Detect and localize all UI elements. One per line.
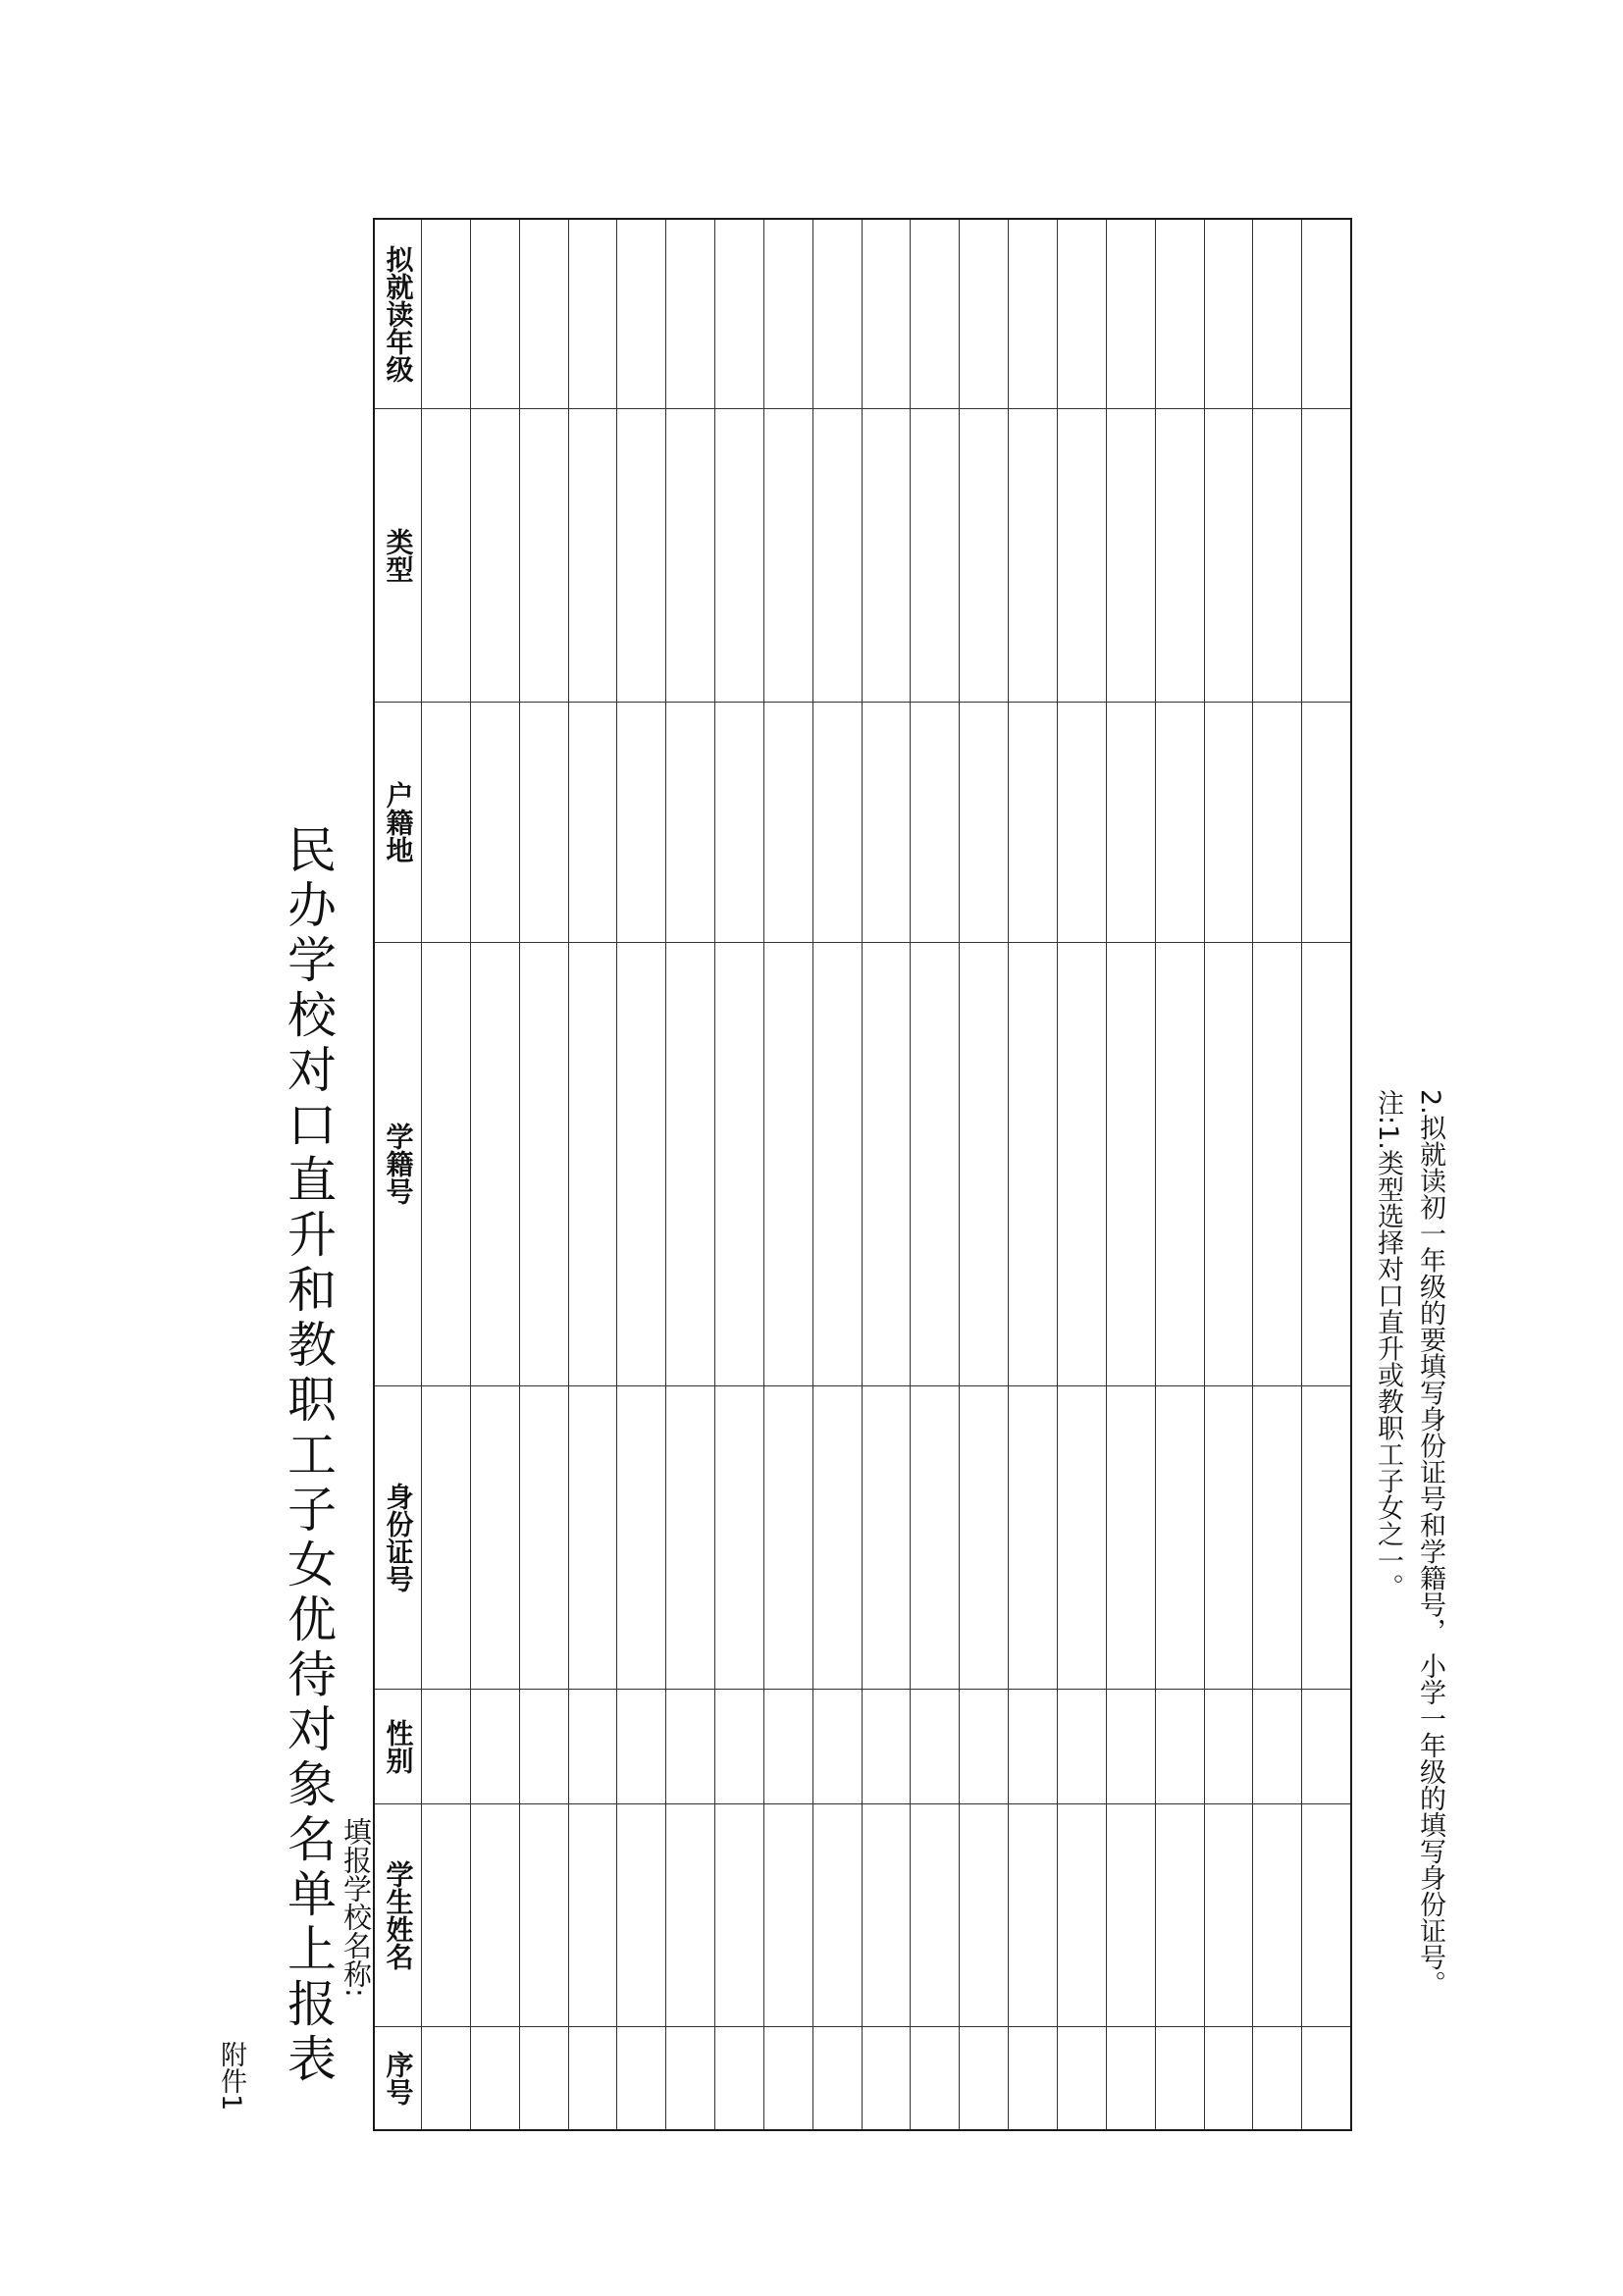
table-row xyxy=(959,220,1008,2129)
cell-id-number[interactable] xyxy=(911,1385,959,1690)
notes xyxy=(1369,1089,1449,2151)
cell-seq[interactable] xyxy=(813,2026,862,2129)
table-row xyxy=(665,220,714,2129)
cell-student-name[interactable] xyxy=(1107,1803,1155,2026)
cell-student-name[interactable] xyxy=(863,1803,911,2026)
cell-seq[interactable] xyxy=(569,2026,617,2129)
cell-student-number[interactable] xyxy=(1253,942,1301,1385)
cell-intended-grade[interactable] xyxy=(471,220,519,408)
table-row xyxy=(1204,220,1253,2129)
cell-id-number[interactable] xyxy=(520,1385,568,1690)
table-row xyxy=(763,220,812,2129)
cell-household-registration[interactable] xyxy=(764,702,812,942)
cell-id-number[interactable] xyxy=(1205,1385,1253,1690)
document-title: 民办学校对口直升和教职工子女优待对象名单上报表 xyxy=(280,824,337,2088)
cell-id-number[interactable] xyxy=(1107,1385,1155,1690)
table-row xyxy=(862,220,911,2129)
cell-type[interactable] xyxy=(1156,408,1204,702)
cell-type[interactable] xyxy=(764,408,812,702)
cell-household-registration[interactable] xyxy=(1058,702,1106,942)
cell-student-number[interactable] xyxy=(666,942,714,1385)
cell-seq[interactable] xyxy=(1058,2026,1106,2129)
cell-gender[interactable] xyxy=(422,1689,470,1803)
cell-seq[interactable] xyxy=(617,2026,665,2129)
cell-type[interactable] xyxy=(422,408,470,702)
cell-seq[interactable] xyxy=(715,2026,763,2129)
cell-intended-grade[interactable] xyxy=(617,220,665,408)
school-name-label: 填报学校名称: xyxy=(340,1817,373,1998)
cell-gender[interactable] xyxy=(1156,1689,1204,1803)
table-row xyxy=(1301,220,1350,2129)
cell-type[interactable] xyxy=(1205,408,1253,702)
table-row xyxy=(470,220,519,2129)
cell-seq[interactable] xyxy=(863,2026,911,2129)
cell-student-name[interactable] xyxy=(422,1803,470,2026)
cell-type[interactable] xyxy=(1107,408,1155,702)
cell-seq[interactable] xyxy=(764,2026,812,2129)
cell-type[interactable] xyxy=(1009,408,1057,702)
cell-seq[interactable] xyxy=(1253,2026,1301,2129)
cell-student-number[interactable] xyxy=(569,942,617,1385)
table-header-row xyxy=(375,220,421,2129)
cell-student-number[interactable] xyxy=(911,942,959,1385)
cell-student-number[interactable] xyxy=(1058,942,1106,1385)
cell-type[interactable] xyxy=(1253,408,1301,702)
header-id-number: 身份证号 xyxy=(375,1385,421,1690)
cell-student-number[interactable] xyxy=(813,942,862,1385)
table-row xyxy=(1057,220,1106,2129)
cell-intended-grade[interactable] xyxy=(569,220,617,408)
cell-household-registration[interactable] xyxy=(715,702,763,942)
table-row xyxy=(616,220,665,2129)
cell-intended-grade[interactable] xyxy=(1009,220,1057,408)
cell-id-number[interactable] xyxy=(764,1385,812,1690)
cell-id-number[interactable] xyxy=(863,1385,911,1690)
cell-intended-grade[interactable] xyxy=(1156,220,1204,408)
roster-table xyxy=(373,218,1352,2131)
cell-type[interactable] xyxy=(715,408,763,702)
cell-type[interactable] xyxy=(1302,408,1350,702)
cell-gender[interactable] xyxy=(520,1689,568,1803)
cell-type[interactable] xyxy=(471,408,519,702)
cell-student-number[interactable] xyxy=(1205,942,1253,1385)
cell-type[interactable] xyxy=(911,408,959,702)
cell-student-number[interactable] xyxy=(422,942,470,1385)
cell-student-name[interactable] xyxy=(617,1803,665,2026)
cell-seq[interactable] xyxy=(1302,2026,1350,2129)
cell-gender[interactable] xyxy=(617,1689,665,1803)
header-type: 类型 xyxy=(375,408,421,702)
cell-student-name[interactable] xyxy=(715,1803,763,2026)
cell-id-number[interactable] xyxy=(1302,1385,1350,1690)
note-line-1: 注:1.类型选择对口直升或教职工子女之一。 xyxy=(1373,1089,1403,1600)
cell-household-registration[interactable] xyxy=(1107,702,1155,942)
cell-student-number[interactable] xyxy=(764,942,812,1385)
table-row xyxy=(1155,220,1204,2129)
cell-gender[interactable] xyxy=(813,1689,862,1803)
cell-gender[interactable] xyxy=(1253,1689,1301,1803)
header-gender: 性别 xyxy=(375,1689,421,1803)
cell-seq[interactable] xyxy=(422,2026,470,2129)
note-line-2: 2.拟就读初一年级的要填写身份证号和学籍号， 小学一年级的填写身份证号。 xyxy=(1415,1089,1445,1998)
cell-household-registration[interactable] xyxy=(617,702,665,942)
cell-student-number[interactable] xyxy=(1009,942,1057,1385)
table-row xyxy=(1252,220,1301,2129)
cell-seq[interactable] xyxy=(1205,2026,1253,2129)
table-row xyxy=(519,220,568,2129)
cell-id-number[interactable] xyxy=(422,1385,470,1690)
cell-seq[interactable] xyxy=(666,2026,714,2129)
cell-seq[interactable] xyxy=(960,2026,1008,2129)
table-row xyxy=(421,220,470,2129)
cell-id-number[interactable] xyxy=(666,1385,714,1690)
cell-student-name[interactable] xyxy=(813,1803,862,2026)
cell-household-registration[interactable] xyxy=(1009,702,1057,942)
cell-intended-grade[interactable] xyxy=(422,220,470,408)
cell-student-name[interactable] xyxy=(1156,1803,1204,2026)
header-student-name: 学生姓名 xyxy=(375,1803,421,2026)
cell-household-registration[interactable] xyxy=(520,702,568,942)
cell-student-name[interactable] xyxy=(1253,1803,1301,2026)
cell-student-name[interactable] xyxy=(520,1803,568,2026)
cell-student-number[interactable] xyxy=(1302,942,1350,1385)
cell-intended-grade[interactable] xyxy=(1302,220,1350,408)
cell-id-number[interactable] xyxy=(617,1385,665,1690)
cell-gender[interactable] xyxy=(1058,1689,1106,1803)
cell-student-name[interactable] xyxy=(569,1803,617,2026)
cell-household-registration[interactable] xyxy=(422,702,470,942)
cell-student-number[interactable] xyxy=(863,942,911,1385)
cell-gender[interactable] xyxy=(471,1689,519,1803)
cell-student-name[interactable] xyxy=(471,1803,519,2026)
cell-student-number[interactable] xyxy=(1107,942,1155,1385)
cell-student-name[interactable] xyxy=(666,1803,714,2026)
cell-student-name[interactable] xyxy=(1009,1803,1057,2026)
cell-household-registration[interactable] xyxy=(1156,702,1204,942)
header-intended-grade: 拟就读年级 xyxy=(382,245,415,384)
cell-id-number[interactable] xyxy=(569,1385,617,1690)
table-row xyxy=(910,220,959,2129)
cell-seq[interactable] xyxy=(471,2026,519,2129)
cell-gender[interactable] xyxy=(764,1689,812,1803)
cell-gender[interactable] xyxy=(569,1689,617,1803)
cell-intended-grade[interactable] xyxy=(520,220,568,408)
cell-intended-grade[interactable] xyxy=(960,220,1008,408)
cell-student-number[interactable] xyxy=(715,942,763,1385)
cell-student-name[interactable] xyxy=(1058,1803,1106,2026)
cell-type[interactable] xyxy=(569,408,617,702)
cell-intended-grade[interactable] xyxy=(1058,220,1106,408)
cell-id-number[interactable] xyxy=(471,1385,519,1690)
cell-type[interactable] xyxy=(666,408,714,702)
cell-intended-grade[interactable] xyxy=(911,220,959,408)
cell-seq[interactable] xyxy=(911,2026,959,2129)
cell-intended-grade[interactable] xyxy=(813,220,862,408)
header-student-number: 学籍号 xyxy=(375,942,421,1385)
cell-student-name[interactable] xyxy=(1302,1803,1350,2026)
cell-intended-grade[interactable] xyxy=(863,220,911,408)
cell-household-registration[interactable] xyxy=(666,702,714,942)
cell-seq[interactable] xyxy=(1107,2026,1155,2129)
cell-household-registration[interactable] xyxy=(911,702,959,942)
cell-gender[interactable] xyxy=(863,1689,911,1803)
cell-student-name[interactable] xyxy=(960,1803,1008,2026)
cell-household-registration[interactable] xyxy=(960,702,1008,942)
cell-id-number[interactable] xyxy=(1009,1385,1057,1690)
attachment-label: 附件1 xyxy=(216,2041,246,2112)
cell-household-registration[interactable] xyxy=(569,702,617,942)
cell-gender[interactable] xyxy=(960,1689,1008,1803)
cell-intended-grade[interactable] xyxy=(666,220,714,408)
cell-id-number[interactable] xyxy=(960,1385,1008,1690)
cell-gender[interactable] xyxy=(911,1689,959,1803)
cell-id-number[interactable] xyxy=(1058,1385,1106,1690)
cell-student-number[interactable] xyxy=(520,942,568,1385)
cell-intended-grade[interactable] xyxy=(1253,220,1301,408)
cell-household-registration[interactable] xyxy=(1205,702,1253,942)
cell-gender[interactable] xyxy=(666,1689,714,1803)
cell-id-number[interactable] xyxy=(1156,1385,1204,1690)
cell-intended-grade[interactable] xyxy=(1107,220,1155,408)
cell-seq[interactable] xyxy=(520,2026,568,2129)
cell-student-name[interactable] xyxy=(764,1803,812,2026)
table-row xyxy=(568,220,617,2129)
header-seq: 序号 xyxy=(375,2026,421,2129)
cell-seq[interactable] xyxy=(1156,2026,1204,2129)
cell-id-number[interactable] xyxy=(1253,1385,1301,1690)
cell-gender[interactable] xyxy=(1107,1689,1155,1803)
cell-type[interactable] xyxy=(960,408,1008,702)
header-household-registration: 户籍地 xyxy=(375,702,421,942)
cell-household-registration[interactable] xyxy=(1253,702,1301,942)
cell-id-number[interactable] xyxy=(813,1385,862,1690)
cell-household-registration[interactable] xyxy=(863,702,911,942)
table-row xyxy=(1106,220,1155,2129)
cell-gender[interactable] xyxy=(715,1689,763,1803)
cell-intended-grade[interactable] xyxy=(1205,220,1253,408)
table-row xyxy=(812,220,862,2129)
cell-id-number[interactable] xyxy=(715,1385,763,1690)
cell-type[interactable] xyxy=(617,408,665,702)
cell-type[interactable] xyxy=(520,408,568,702)
cell-student-number[interactable] xyxy=(1156,942,1204,1385)
cell-household-registration[interactable] xyxy=(471,702,519,942)
cell-intended-grade[interactable] xyxy=(764,220,812,408)
cell-student-name[interactable] xyxy=(911,1803,959,2026)
cell-household-registration[interactable] xyxy=(1302,702,1350,942)
table-row xyxy=(714,220,763,2129)
cell-student-number[interactable] xyxy=(617,942,665,1385)
cell-type[interactable] xyxy=(863,408,911,702)
cell-student-name[interactable] xyxy=(1205,1803,1253,2026)
table-row xyxy=(1008,220,1057,2129)
cell-gender[interactable] xyxy=(1205,1689,1253,1803)
cell-student-number[interactable] xyxy=(960,942,1008,1385)
cell-student-number[interactable] xyxy=(471,942,519,1385)
cell-household-registration[interactable] xyxy=(813,702,862,942)
cell-type[interactable] xyxy=(813,408,862,702)
cell-seq[interactable] xyxy=(1009,2026,1057,2129)
cell-type[interactable] xyxy=(1058,408,1106,702)
cell-gender[interactable] xyxy=(1009,1689,1057,1803)
cell-intended-grade[interactable] xyxy=(715,220,763,408)
cell-gender[interactable] xyxy=(1302,1689,1350,1803)
